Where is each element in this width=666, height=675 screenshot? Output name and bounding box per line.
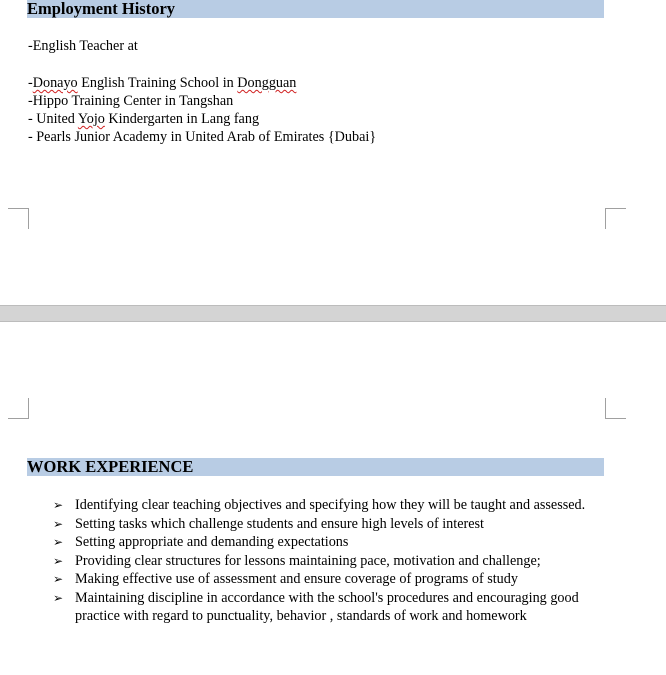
- intro-line: -English Teacher at: [28, 38, 138, 54]
- arrow-bullet-icon: ➢: [53, 572, 64, 586]
- list-item: [0, 570, 605, 589]
- margin-corner-mark: [8, 208, 29, 229]
- list-item-text: Setting appropriate and demanding expectations: [75, 534, 349, 550]
- arrow-bullet-icon: ➢: [53, 535, 64, 549]
- school-line-3: [28, 110, 259, 128]
- school-3-tail: Kindergarten in Lang fang: [104, 111, 260, 127]
- list-item-text: Providing clear structures for lessons maintaining pace, motivation and challenge;: [75, 552, 541, 569]
- school-1-city: Dongguan: [237, 75, 297, 91]
- school-line-1: [28, 74, 296, 92]
- arrow-bullet-icon: ➢: [53, 590, 64, 605]
- work-experience-heading: WORK EXPERIENCE: [27, 458, 604, 476]
- list-item: [0, 552, 605, 571]
- list-item-text: Making effective use of assessment and ensure coverage of programs of study: [75, 571, 518, 587]
- employment-history-heading: Employment History: [27, 0, 604, 18]
- list-item-text: Setting tasks which challenge students and ensure high levels of interest: [75, 515, 484, 532]
- margin-corner-mark: [605, 208, 626, 229]
- list-item: [0, 496, 605, 515]
- arrow-bullet-icon: ➢: [53, 553, 64, 568]
- school-line-2: -Hippo Training Center in Tangshan: [28, 93, 234, 109]
- arrow-bullet-icon: ➢: [53, 516, 64, 531]
- list-item-text: Maintaining discipline in accordance with the school's procedures and encouraging good practice with regard to punctuality, behavior , standards of work and homework: [75, 589, 579, 624]
- school-line-4: - Pearls Junior Academy in United Arab of Emirates {Dubai}: [28, 129, 377, 145]
- work-experience-list: [0, 496, 666, 626]
- margin-corner-mark: [8, 398, 29, 419]
- school-1-mid: English Training School in: [77, 75, 238, 91]
- school-3-name: Yojo: [77, 111, 105, 127]
- school-3-prefix: - United: [28, 111, 78, 127]
- school-1-prefix: -: [28, 75, 33, 91]
- page-break-gap: [0, 305, 666, 322]
- school-1-name: Donayo: [32, 75, 78, 91]
- list-item-text: Identifying clear teaching objectives and specifying how they will be taught and assessed.: [75, 497, 586, 513]
- list-item: [0, 589, 605, 626]
- list-item: [0, 533, 605, 552]
- arrow-bullet-icon: ➢: [53, 498, 64, 512]
- margin-corner-mark: [605, 398, 626, 419]
- list-item: [0, 515, 605, 534]
